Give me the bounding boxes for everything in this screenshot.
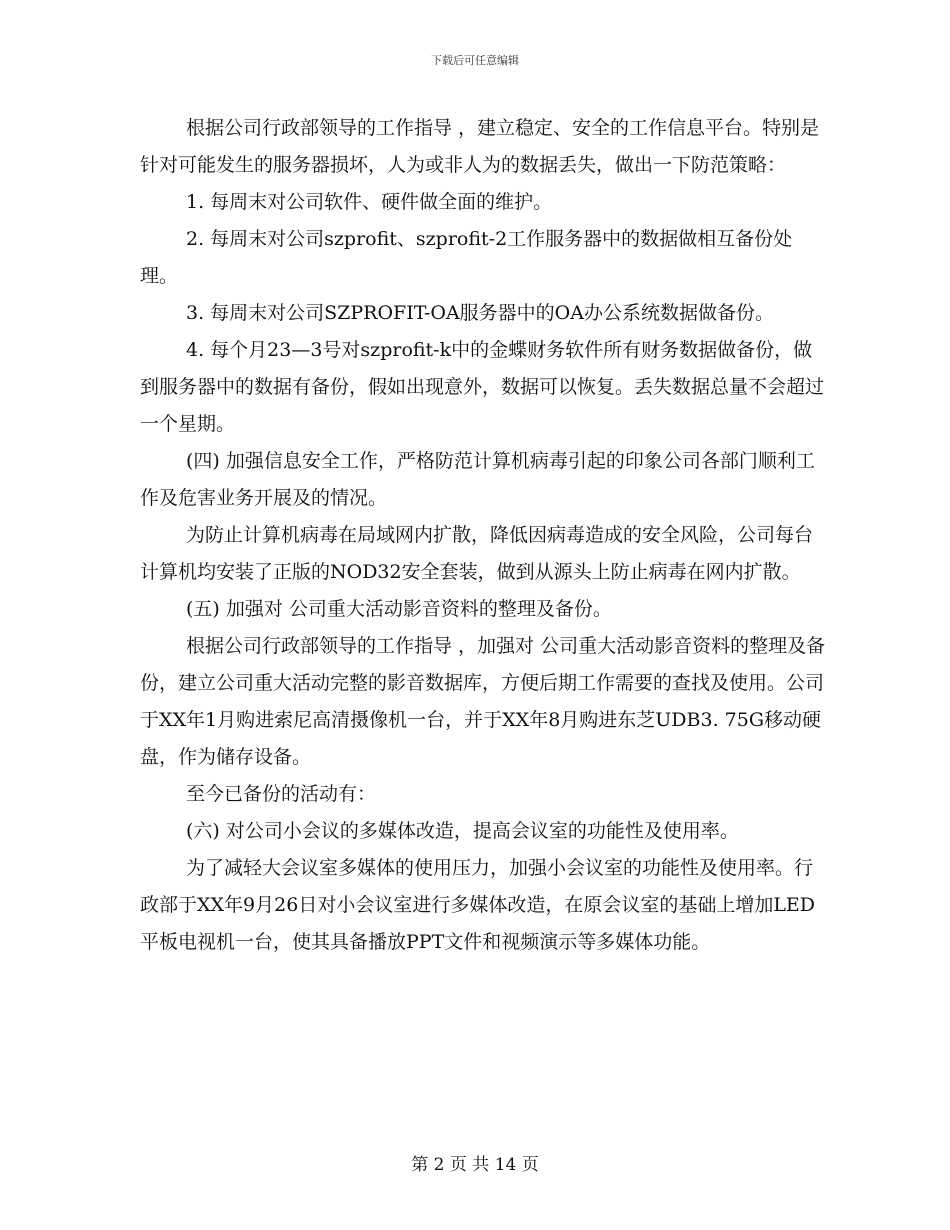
paragraph-media-backup: 根据公司行政部领导的工作指导 ，加强对 公司重大活动影音资料的整理及备份，建立公司重大活动完整的影音数据库，方便后期工作需要的查找及使用。公司于XX年1月购进索尼高清摄像机一台，并于XX年8月购进东芝UDB3. 75G移动硬盘，作为储存设备。 xyxy=(140,635,826,768)
list-item-3: 3. 每周末对公司SZPROFIT-OA服务器中的OA办公系统数据做备份。 xyxy=(186,302,774,324)
page-number-footer: 第 2 页 共 14 页 xyxy=(411,1155,539,1175)
page-header: 下载后可任意编辑 xyxy=(431,54,519,67)
paragraph-antivirus: 为防止计算机病毒在局域网内扩散，降低因病毒造成的安全风险，公司每台计算机均安装了正版的NOD32安全套装，做到从源头上防止病毒在网内扩散。 xyxy=(140,524,814,583)
list-item-1: 1. 每周末对公司软件、硬件做全面的维护。 xyxy=(186,191,553,213)
paragraph-backed-up-activities: 至今已备份的活动有： xyxy=(186,783,377,805)
list-item-2: 2. 每周末对公司szprofit、szprofit-2工作服务器中的数据做相互备份处理。 xyxy=(140,228,793,287)
paragraph-intro: 根据公司行政部领导的工作指导 ，建立稳定、安全的工作信息平台。特别是针对可能发生的服务器损坏，人为或非人为的数据丢失，做出一下防范策略： xyxy=(140,117,820,176)
section-heading-6: (六) 对公司小会议的多媒体改造，提高会议室的功能性及使用率。 xyxy=(186,820,739,842)
section-heading-4: (四) 加强信息安全工作，严格防范计算机病毒引起的印象公司各部门顺利工作及危害业务开展及的情况。 xyxy=(140,450,815,509)
list-item-4: 4. 每个月23—3号对szprofit-k中的金蝶财务软件所有财务数据做备份，做到服务器中的数据有备份，假如出现意外，数据可以恢复。丢失数据总量不会超过一个星期。 xyxy=(140,339,825,435)
section-heading-5: (五) 加强对 公司重大活动影音资料的整理及备份。 xyxy=(186,598,612,620)
paragraph-meeting-room: 为了减轻大会议室多媒体的使用压力，加强小会议室的功能性及使用率。行政部于XX年9月26日对小会议室进行多媒体改造，在原会议室的基础上增加LED平板电视机一台，使其具备播放PPT文件和视频演示等多媒体功能。 xyxy=(140,857,816,953)
document-body xyxy=(140,110,830,961)
